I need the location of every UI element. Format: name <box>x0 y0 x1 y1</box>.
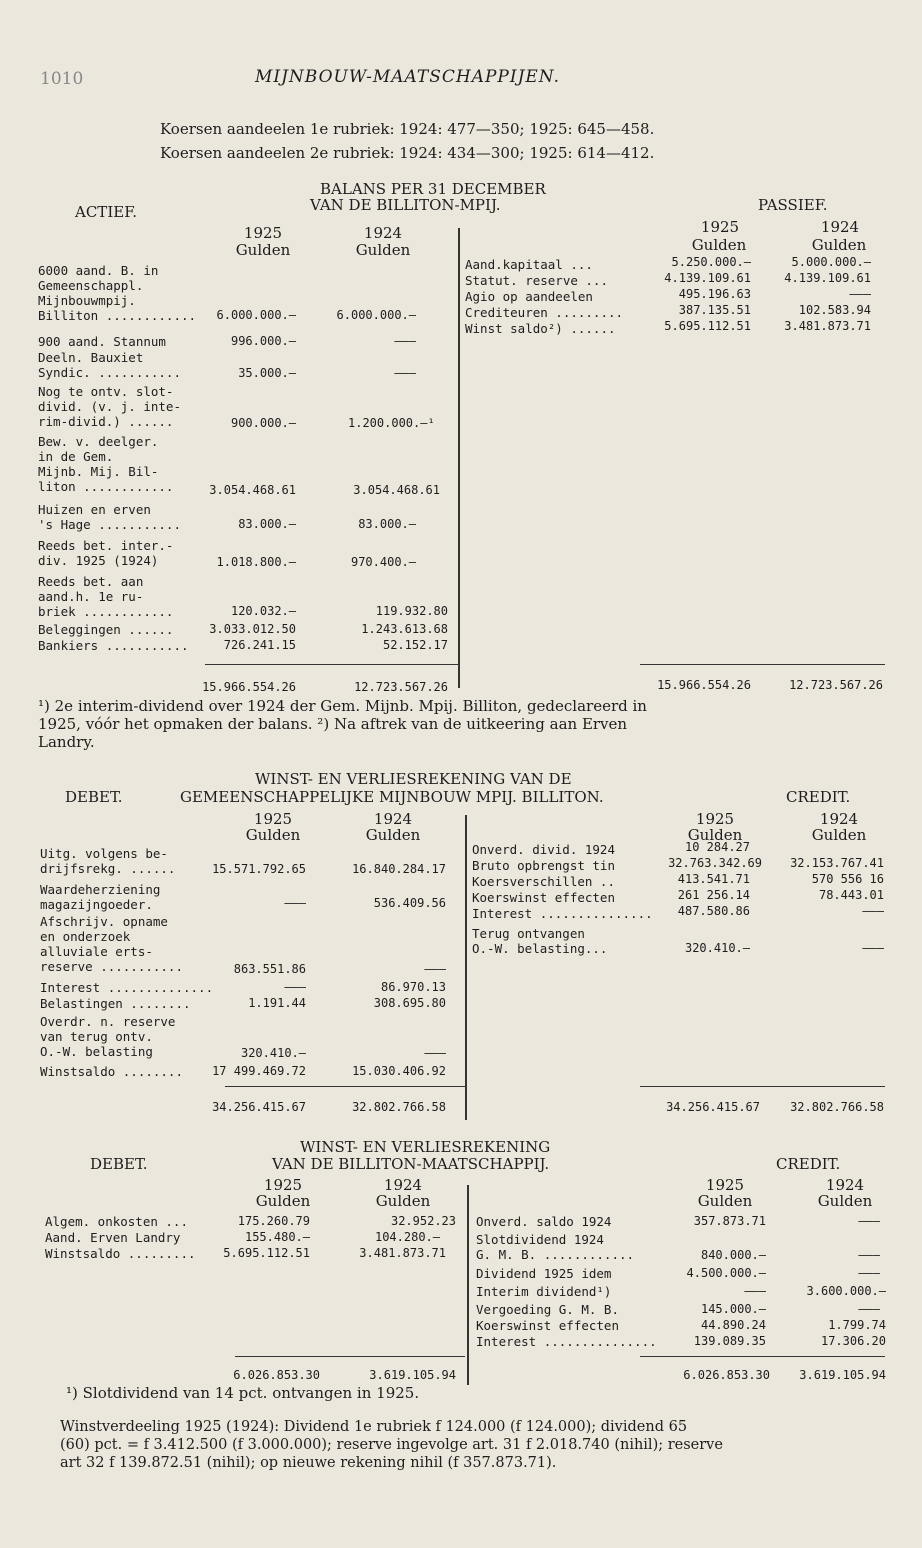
wv1-credit-value-1925: 320.410.— <box>684 941 750 955</box>
passiva-row-label: Winst saldo²) ...... <box>465 321 616 336</box>
wv1-title-2: GEMEENSCHAPPELIJKE MIJNBOUW MPIJ. BILLITON. <box>180 788 604 806</box>
wv1-credit-total-1925: 34.256.415.67 <box>666 1100 760 1114</box>
wv1-debet-unit-1925: Gulden <box>245 826 301 844</box>
activa-value-1924: 119.932.80 <box>375 604 448 618</box>
koersen-line-2: Koersen aandeelen 2e rubriek: 1924: 434—300; 1925: 614—412. <box>160 144 655 162</box>
wv2-credit-label-row: Koerswinst effecten <box>476 1318 619 1333</box>
activa-row-label: 6000 aand. B. in Gemeenschappl. Mijnbouwmpij. Billiton ............ <box>38 263 197 323</box>
activa-row-label: Deeln. Bauxiet Syndic. ........... <box>38 350 181 380</box>
wv2-credit-col-1924: 1924 <box>825 1176 865 1194</box>
wv2-debet-unit-1925: Gulden <box>255 1192 311 1210</box>
wv2-debet-total-1924: 3.619.105.94 <box>369 1368 456 1382</box>
wv2-credit-value-1925: 357.873.71 <box>693 1214 766 1228</box>
wv2-credit-label-row: Interest ............... <box>476 1334 657 1349</box>
wv1-credit-label-row: Onverd. divid. 1924 <box>472 842 615 857</box>
wv1-debet-value-1924: 536.409.56 <box>373 896 446 910</box>
wv2-credit-unit-1924: Gulden <box>817 1192 873 1210</box>
activa-row-label: Nog te ontv. slot- divid. (v. j. inte- rim-divid.) ...... <box>38 384 181 429</box>
wv1-credit-col-1925: 1925 <box>695 810 735 828</box>
wv1-credit-unit-1925: Gulden <box>687 826 743 844</box>
wv2-debet-value-1924: 104.280.— <box>374 1230 440 1244</box>
activa-unit-1924: Gulden <box>355 241 411 259</box>
wv1-credit-value-1924: 32.153.767.41 <box>790 856 884 870</box>
balans-title-2: VAN DE BILLITON-MPIJ. <box>310 196 501 214</box>
activa-value-1924: 970.400.— <box>350 555 416 569</box>
activa-value-1925: 726.241.15 <box>223 638 296 652</box>
wv1-credit-label-row: Bruto opbrengst tin <box>472 858 615 873</box>
wv2-credit-value-1925: 840.000.— <box>700 1248 766 1262</box>
wv2-credit-value-1925: 139.089.35 <box>693 1334 766 1348</box>
winstverdeeling-line-2: (60) pct. = f 3.412.500 (f 3.000.000); reserve ingevolge art. 31 f 2.018.740 (nihil); reserve <box>60 1437 723 1453</box>
passiva-row-label: Crediteuren ......... <box>465 305 624 320</box>
wv1-debet-label-row: Overdr. n. reserve van terug ontv. O.-W. belasting <box>40 1014 176 1059</box>
activa-value-1925: 83.000.— <box>238 517 296 531</box>
passiva-row-label: Aand.kapitaal ... <box>465 257 593 272</box>
wv1-debet-value-1924: ——— <box>424 962 446 976</box>
wv1-debet-value-1924: 86.970.13 <box>380 980 446 994</box>
activa-col-1925: 1925 <box>243 224 283 242</box>
wv1-debet-label-row: Belastingen ........ <box>40 996 191 1011</box>
wv1-credit-value-1925: 413.541.71 <box>677 872 750 886</box>
wv2-credit-label-row: Dividend 1925 idem <box>476 1266 612 1281</box>
wv2-credit-value-1924: ——— <box>858 1214 880 1228</box>
wv1-credit-value-1925: 32.763.342.69 <box>668 856 762 870</box>
wv1-credit-total-rule <box>640 1086 885 1087</box>
wv2-credit-value-1924: 3.600.000.— <box>806 1284 886 1298</box>
wv1-credit-value-1924: 570 556 16 <box>811 872 884 886</box>
balans-footnote-2: 1925, vóór het opmaken der balans. ²) Na aftrek van de uitkeering aan Erven <box>38 715 628 733</box>
wv1-credit-total-1924: 32.802.766.58 <box>790 1100 884 1114</box>
balans-divider <box>458 228 460 688</box>
activa-row-label: 900 aand. Stannum <box>38 334 166 349</box>
activa-value-1925: 35.000.— <box>238 366 296 380</box>
passiva-value-1925: 495.196.63 <box>678 287 751 301</box>
wv1-credit-value-1924: 78.443.01 <box>818 888 884 902</box>
wv1-debet-label-row: Afschrijv. opname en onderzoek alluviale erts- reserve ........... <box>40 914 183 974</box>
wv2-credit-value-1924: ——— <box>858 1266 880 1280</box>
wv1-credit-value-1924: ——— <box>862 904 884 918</box>
wv1-debet-label-row: Interest .............. <box>40 980 214 995</box>
activa-value-1925: 3.054.468.61 <box>209 483 296 497</box>
winstverdeeling-line-1: Winstverdeeling 1925 (1924): Dividend 1e rubriek f 124.000 (f 124.000); dividend 65 <box>60 1419 688 1435</box>
activa-value-1925: 6.000.000.— <box>216 308 296 322</box>
wv1-credit-value-1925: 261 256.14 <box>677 888 750 902</box>
passiva-total-rule <box>640 664 885 665</box>
activa-total-rule <box>205 664 460 665</box>
wv1-credit-label-row: Koerswinst effecten <box>472 890 615 905</box>
activa-total-1924: 12.723.567.26 <box>354 680 448 694</box>
passiva-unit-1924: Gulden <box>811 236 867 254</box>
wv2-credit-value-1924: ——— <box>858 1302 880 1316</box>
wv2-credit-label-row: Slotdividend 1924 G. M. B. ............ <box>476 1232 635 1262</box>
wv2-credit-label: CREDIT. <box>776 1155 841 1173</box>
wv1-debet-value-1924: 15.030.406.92 <box>352 1064 446 1078</box>
wv1-debet-value-1925: 17 499.469.72 <box>212 1064 306 1078</box>
passiva-col-1925: 1925 <box>700 218 740 236</box>
wv1-debet-value-1924: ——— <box>424 1046 446 1060</box>
balans-footnote-1: ¹) 2e interim-dividend over 1924 der Gem. Mijnb. Mpij. Billiton, gedeclareerd in <box>38 697 647 715</box>
activa-value-1924: ——— <box>394 366 416 380</box>
wv2-debet-total-rule <box>235 1356 465 1357</box>
wv2-credit-value-1925: ——— <box>744 1284 766 1298</box>
passiva-value-1925: 387.135.51 <box>678 303 751 317</box>
wv2-debet-value-1925: 5.695.112.51 <box>223 1246 310 1260</box>
wv2-title-1: WINST- EN VERLIESREKENING <box>300 1138 551 1156</box>
page-number: 1010 <box>40 69 84 89</box>
passief-label: PASSIEF. <box>758 196 828 214</box>
wv1-divider <box>465 815 467 1120</box>
passiva-col-1924: 1924 <box>820 218 860 236</box>
wv2-debet-label-row: Aand. Erven Landry <box>45 1230 181 1245</box>
wv2-debet-label-row: Winstsaldo ......... <box>45 1246 196 1261</box>
activa-unit-1925: Gulden <box>235 241 291 259</box>
wv2-debet-col-1925: 1925 <box>263 1176 303 1194</box>
wv2-credit-label-row: Interim dividend¹) <box>476 1284 612 1299</box>
wv1-title-1: WINST- EN VERLIESREKENING VAN DE <box>255 770 572 788</box>
activa-total-1925: 15.966.554.26 <box>202 680 296 694</box>
page-title: MIJNBOUW-MAATSCHAPPIJEN. <box>255 67 560 87</box>
wv2-debet-value-1925: 155.480.— <box>244 1230 310 1244</box>
actief-label: ACTIEF. <box>75 203 138 221</box>
wv1-credit-value-1924: ——— <box>862 941 884 955</box>
balans-title-1: BALANS PER 31 DECEMBER <box>320 180 546 198</box>
wv2-title-2: VAN DE BILLITON-MAATSCHAPPIJ. <box>272 1155 550 1173</box>
wv2-footnote: ¹) Slotdividend van 14 pct. ontvangen in 1925. <box>66 1384 420 1402</box>
activa-row-label: Bew. v. deelger. in de Gem. Mijnb. Mij. Bil- liton ............ <box>38 434 174 494</box>
activa-value-1925: 120.032.— <box>230 604 296 618</box>
activa-row-label: Reeds bet. aan aand.h. 1e ru- briek ............ <box>38 574 174 619</box>
wv2-credit-label-row: Onverd. saldo 1924 <box>476 1214 612 1229</box>
wv1-credit-label-row: Interest ............... <box>472 906 653 921</box>
activa-value-1924: 1.243.613.68 <box>361 622 448 636</box>
wv1-debet-value-1925: ——— <box>284 980 306 994</box>
wv1-debet-value-1925: 1.191.44 <box>248 996 306 1010</box>
wv2-credit-total-rule <box>640 1356 885 1357</box>
passiva-unit-1925: Gulden <box>691 236 747 254</box>
activa-row-label: Huizen en erven 's Hage ........... <box>38 502 181 532</box>
wv1-credit-label-row: Koersverschillen .. <box>472 874 615 889</box>
wv2-credit-unit-1925: Gulden <box>697 1192 753 1210</box>
wv1-debet-label-row: Winstsaldo ........ <box>40 1064 183 1079</box>
wv2-credit-value-1925: 4.500.000.— <box>686 1266 766 1280</box>
passiva-total-1925: 15.966.554.26 <box>657 678 751 692</box>
passiva-value-1924: ——— <box>849 287 871 301</box>
wv1-debet-label-row: Waardeherziening magazijngoeder. <box>40 882 161 912</box>
wv2-credit-total-1924: 3.619.105.94 <box>799 1368 886 1382</box>
passiva-row-label: Statut. reserve ... <box>465 273 608 288</box>
passiva-value-1924: 4.139.109.61 <box>784 271 871 285</box>
wv2-credit-label-row: Vergoeding G. M. B. <box>476 1302 619 1317</box>
wv2-credit-value-1924: ——— <box>858 1248 880 1262</box>
wv2-debet-unit-1924: Gulden <box>375 1192 431 1210</box>
wv1-debet-col-1924: 1924 <box>373 810 413 828</box>
activa-row-label: Reeds bet. inter.- div. 1925 (1924) <box>38 538 174 568</box>
wv1-debet-total-1925: 34.256.415.67 <box>212 1100 306 1114</box>
activa-value-1924: 83.000.— <box>358 517 416 531</box>
wv1-debet-value-1924: 308.695.80 <box>373 996 446 1010</box>
passiva-value-1925: 5.695.112.51 <box>664 319 751 333</box>
wv2-debet-col-1924: 1924 <box>383 1176 423 1194</box>
activa-value-1925: 3.033.012.50 <box>209 622 296 636</box>
winstverdeeling-line-3: art 32 f 139.872.51 (nihil); op nieuwe rekening nihil (f 357.873.71). <box>60 1455 557 1471</box>
wv2-debet-label-row: Algem. onkosten ... <box>45 1214 188 1229</box>
koersen-line-1: Koersen aandeelen 1e rubriek: 1924: 477—350; 1925: 645—458. <box>160 120 655 138</box>
wv1-debet-total-rule <box>225 1086 465 1087</box>
activa-value-1924: 6.000.000.— <box>336 308 416 322</box>
wv2-debet-value-1925: 175.260.79 <box>237 1214 310 1228</box>
balans-footnote-3: Landry. <box>38 733 95 751</box>
wv2-credit-value-1925: 145.000.— <box>700 1302 766 1316</box>
passiva-value-1924: 102.583.94 <box>798 303 871 317</box>
wv1-debet-value-1925: ——— <box>284 896 306 910</box>
wv1-credit-label: CREDIT. <box>786 788 851 806</box>
wv1-debet-value-1924: 16.840.284.17 <box>352 862 446 876</box>
activa-value-1925: 996.000.— <box>230 334 296 348</box>
wv1-debet-label-row: Uitg. volgens be- drijfsrekg. ...... <box>40 846 176 876</box>
activa-row-label: Beleggingen ...... <box>38 622 174 637</box>
activa-value-1924: 3.054.468.61 <box>353 483 440 497</box>
wv2-credit-value-1924: 1.799.74 <box>828 1318 886 1332</box>
wv1-debet-total-1924: 32.802.766.58 <box>352 1100 446 1114</box>
passiva-value-1924: 5.000.000.— <box>791 255 871 269</box>
wv2-credit-value-1924: 17.306.20 <box>820 1334 886 1348</box>
passiva-value-1925: 4.139.109.61 <box>664 271 751 285</box>
wv2-credit-col-1925: 1925 <box>705 1176 745 1194</box>
wv1-credit-unit-1924: Gulden <box>811 826 867 844</box>
activa-value-1925: 1.018.800.— <box>216 555 296 569</box>
passiva-value-1924: 3.481.873.71 <box>784 319 871 333</box>
wv1-credit-value-1925: 10 284.27 <box>684 840 750 854</box>
wv1-debet-label: DEBET. <box>65 788 123 806</box>
wv2-divider <box>467 1185 469 1385</box>
activa-value-1924: ——— <box>394 334 416 348</box>
wv1-credit-col-1924: 1924 <box>819 810 859 828</box>
activa-col-1924: 1924 <box>363 224 403 242</box>
wv1-credit-value-1925: 487.580.86 <box>677 904 750 918</box>
wv1-debet-value-1925: 320.410.— <box>240 1046 306 1060</box>
passiva-row-label: Agio op aandeelen <box>465 289 593 304</box>
activa-value-1924: 1.200.000.—¹ <box>348 416 435 430</box>
wv1-debet-value-1925: 863.551.86 <box>233 962 306 976</box>
activa-row-label: Bankiers ........... <box>38 638 189 653</box>
passiva-total-1924: 12.723.567.26 <box>789 678 883 692</box>
wv2-credit-value-1925: 44.890.24 <box>700 1318 766 1332</box>
wv1-debet-unit-1924: Gulden <box>365 826 421 844</box>
wv2-debet-label: DEBET. <box>90 1155 148 1173</box>
wv2-debet-total-1925: 6.026.853.30 <box>233 1368 320 1382</box>
wv1-debet-col-1925: 1925 <box>253 810 293 828</box>
passiva-value-1925: 5.250.000.— <box>671 255 751 269</box>
wv2-credit-total-1925: 6.026.853.30 <box>683 1368 770 1382</box>
activa-value-1924: 52.152.17 <box>382 638 448 652</box>
wv1-debet-value-1925: 15.571.792.65 <box>212 862 306 876</box>
wv2-debet-value-1924: 3.481.873.71 <box>359 1246 446 1260</box>
wv2-debet-value-1924: 32.952.23 <box>390 1214 456 1228</box>
activa-value-1925: 900.000.— <box>230 416 296 430</box>
wv1-credit-label-row: Terug ontvangen O.-W. belasting... <box>472 926 608 956</box>
